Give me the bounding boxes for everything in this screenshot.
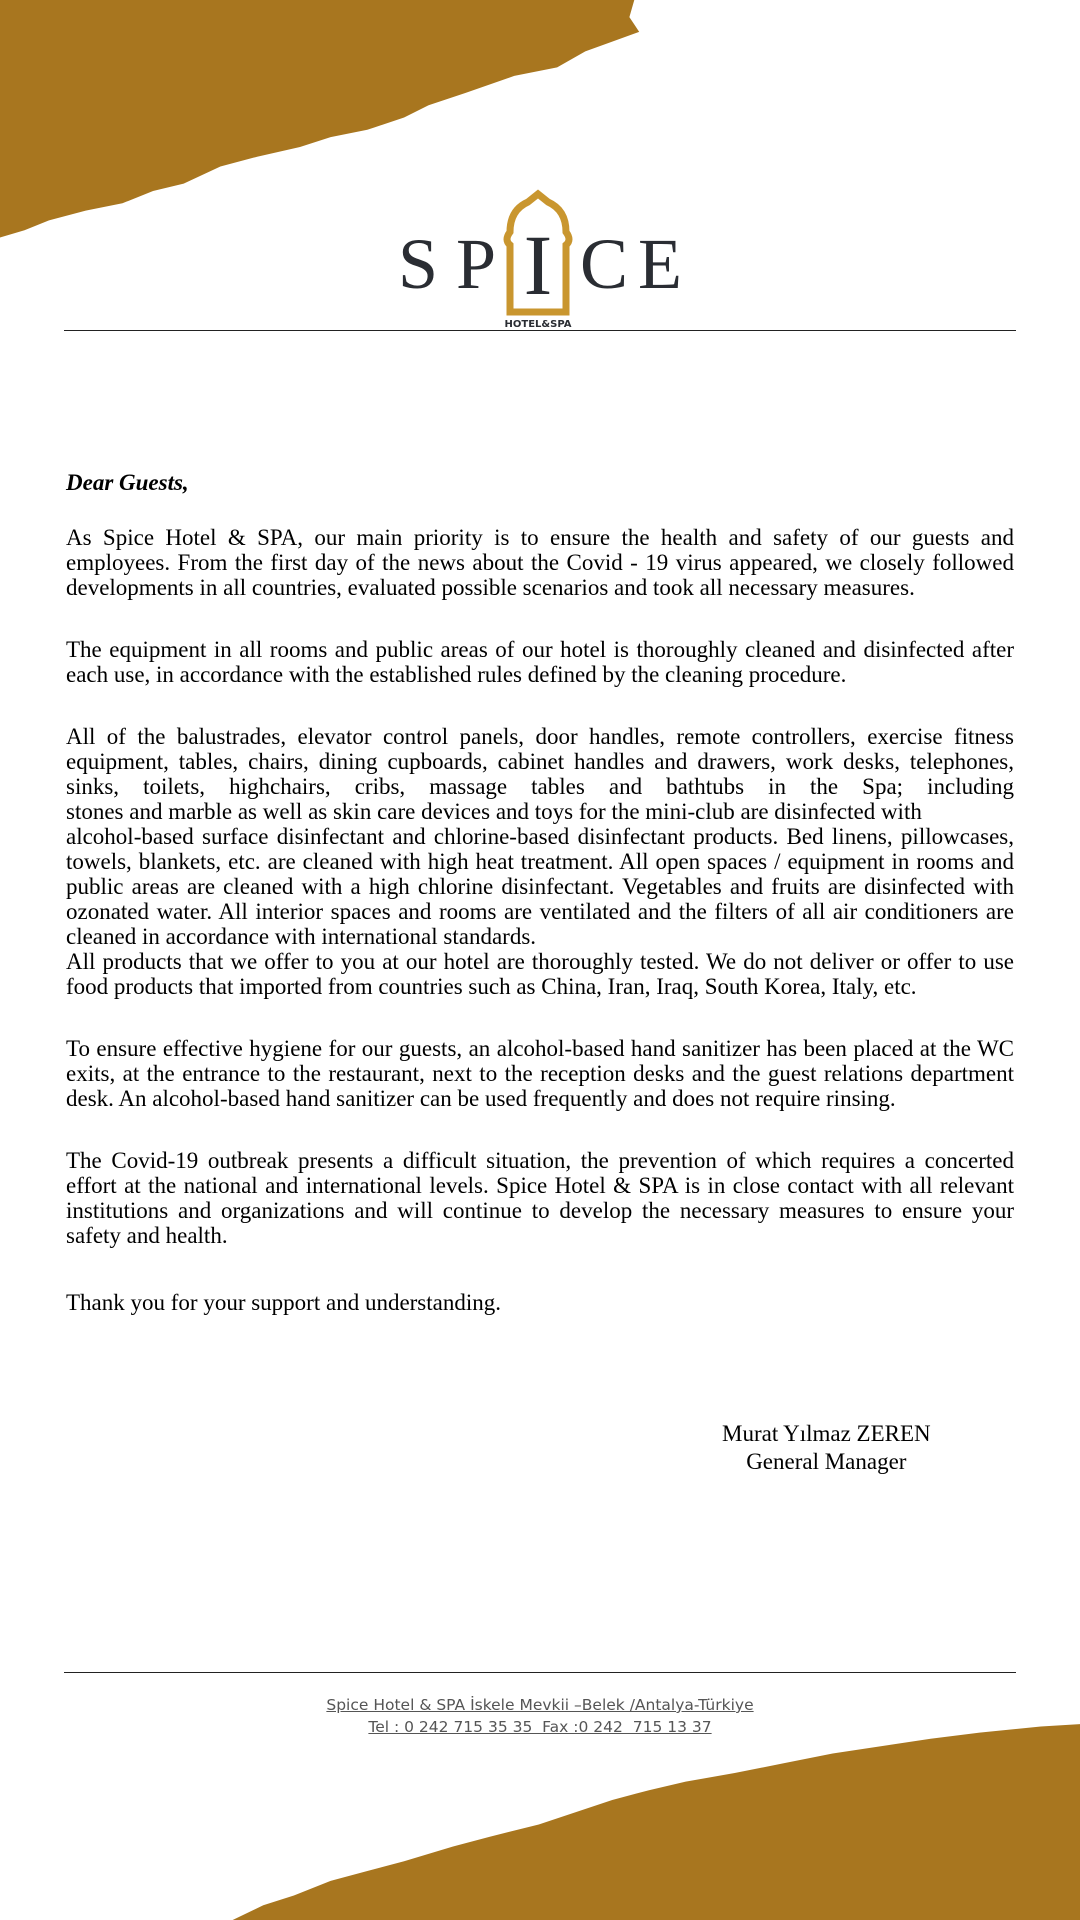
paragraph-3-continued: All products that we offer to you at our hotel are thoroughly tested. We do not deliver or offer to use food products that imported from countries such as China, Iran, Iraq, South Korea, Italy, etc. [66,949,1014,999]
footer-divider [64,1672,1016,1673]
logo-letters-right: CE [580,224,693,304]
logo-letter-center: I [523,217,553,313]
footer-address: Spice Hotel & SPA İskele Mevkii –Belek /Antalya-Türkiye [326,1696,754,1714]
signer-title: General Manager [746,1449,907,1474]
signature-block [722,1420,931,1476]
bottom-brush-stroke [233,1724,1080,1920]
header-divider [64,330,1016,331]
paragraph-5: The Covid-19 outbreak presents a difficult situation, the prevention of which requires a concerted effort at the national and international levels. Spice Hotel & SPA is in close contact with all relevant institutions and organizations and will continue to develop the necessary measures to ensure your safety and health. [66,1148,1014,1248]
greeting: Dear Guests, [66,470,189,495]
signer-name: Murat Yılmaz ZEREN [722,1421,931,1446]
logo-subtitle: HOTEL&SPA [504,319,572,330]
paragraph-3 [66,724,1014,949]
paragraph-1: As Spice Hotel & SPA, our main priority is to ensure the health and safety of our guests and employees. From the first day of the news about the Covid - 19 virus appeared, we closely followed developments in all countries, evaluated possible scenarios and took all necessary measures. [66,525,1014,600]
footer-contact: Tel : 0 242 715 35 35 Fax :0 242 715 13 37 [368,1718,712,1736]
footer [0,1694,1080,1738]
paragraph-2: The equipment in all rooms and public areas of our hotel is thoroughly cleaned and disinfected after each use, in accordance with the established rules defined by the cleaning procedure. [66,637,1014,687]
paragraph-3-part-3: alcohol-based surface disinfectant and chlorine-based disinfectant products. Bed linens, pillowcases, towels, blankets, etc. are cleaned with high heat treatment. All open spaces / equipment in rooms and public areas are cleaned with a high chlorine disinfectant. Vegetables and fruits are disinfected with ozonated water. All interior spaces and rooms are ventilated and the filters of all air conditioners are cleaned in accordance with international standards. [66,824,1014,949]
spice-hotel-logo [380,180,700,330]
paragraph-3-part-2: stones and marble as well as skin care devices and toys for the mini-club are disinfected with [66,799,922,824]
logo-letters-left: SP [398,224,515,304]
closing: Thank you for your support and understanding. [66,1290,502,1315]
letter-body [66,470,1014,1352]
paragraph-3-part-1: All of the balustrades, elevator control panels, door handles, remote controllers, exercise fitness equipment, tables, chairs, dining cupboards, cabinet handles and drawers, work desks, telephones, sinks, toilets, highchairs, cribs, massage tables and bathtubs in the Spa; including [66,724,1014,799]
paragraph-4: To ensure effective hygiene for our guests, an alcohol-based hand sanitizer has been placed at the WC exits, at the entrance to the restaurant, next to the reception desks and the guest relations department desk. An alcohol-based hand sanitizer can be used frequently and does not require rinsing. [66,1036,1014,1111]
